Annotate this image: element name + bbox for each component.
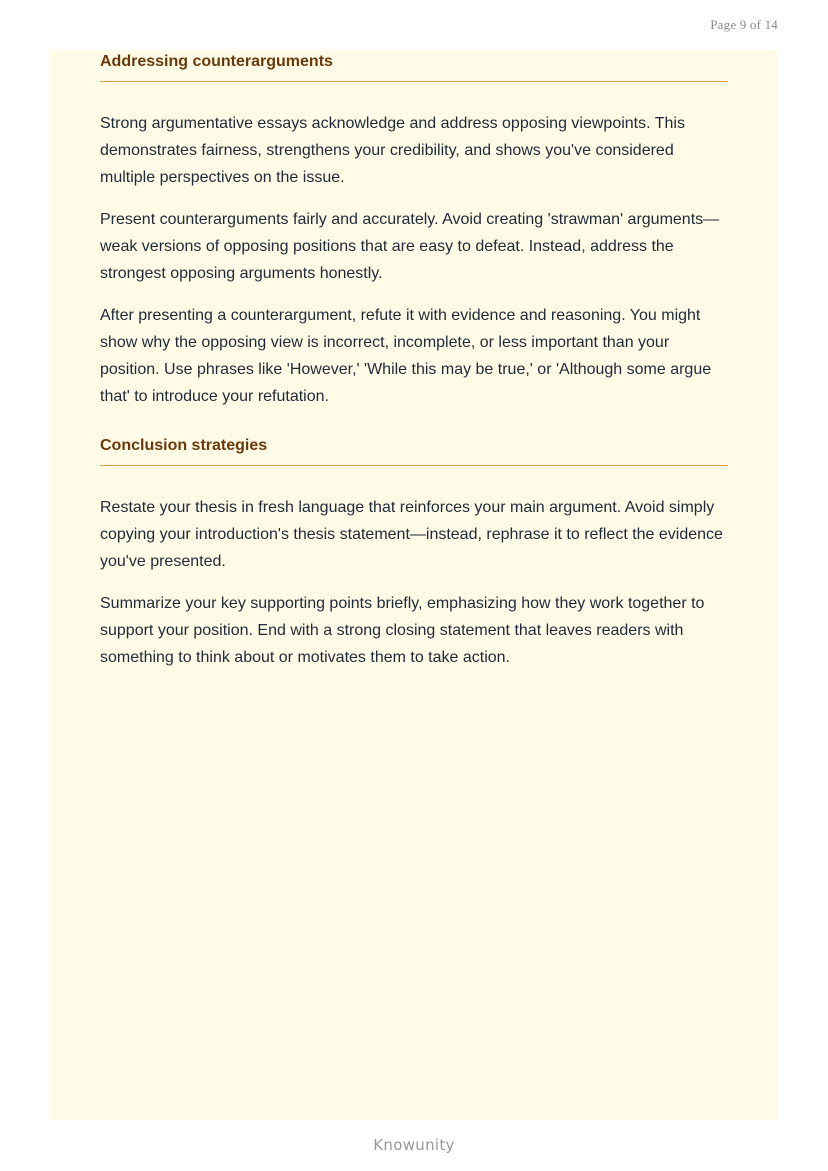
paragraph: Summarize your key supporting points briefly, emphasizing how they work together to support your position. End with a strong closing statement that leaves readers with something to think about or motivates them to take action. (100, 595, 705, 666)
document-content (100, 52, 728, 686)
section-conclusion (100, 436, 728, 671)
section-body (100, 494, 728, 671)
section-heading: Addressing counterarguments (100, 52, 728, 82)
paragraph: Restate your thesis in fresh language that reinforces your main argument. Avoid simply copying your introduction's thesis statement—instead, rephrase it to reflect the evidence you've presented. (100, 499, 723, 570)
section-body (100, 110, 728, 410)
footer-brand: Knowunity (373, 1136, 455, 1154)
paragraph: After presenting a counterargument, refute it with evidence and reasoning. You might show why the opposing view is incorrect, incomplete, or less important than your position. Use phrases like 'However,' 'While this may be true,' or 'Although some argue that' to introduce your refutation. (100, 307, 712, 405)
page-number: Page 9 of 14 (710, 17, 778, 32)
paragraph: Present counterarguments fairly and accurately. Avoid creating 'strawman' arguments—weak versions of opposing positions that are easy to defeat. Instead, address the strongest opposing arguments honestly. (100, 211, 720, 282)
section-heading: Conclusion strategies (100, 436, 728, 466)
section-counterarguments (100, 52, 728, 410)
paragraph: Strong argumentative essays acknowledge and address opposing viewpoints. This demonstrates fairness, strengthens your credibility, and shows you've considered multiple perspectives on the issue. (100, 115, 685, 186)
